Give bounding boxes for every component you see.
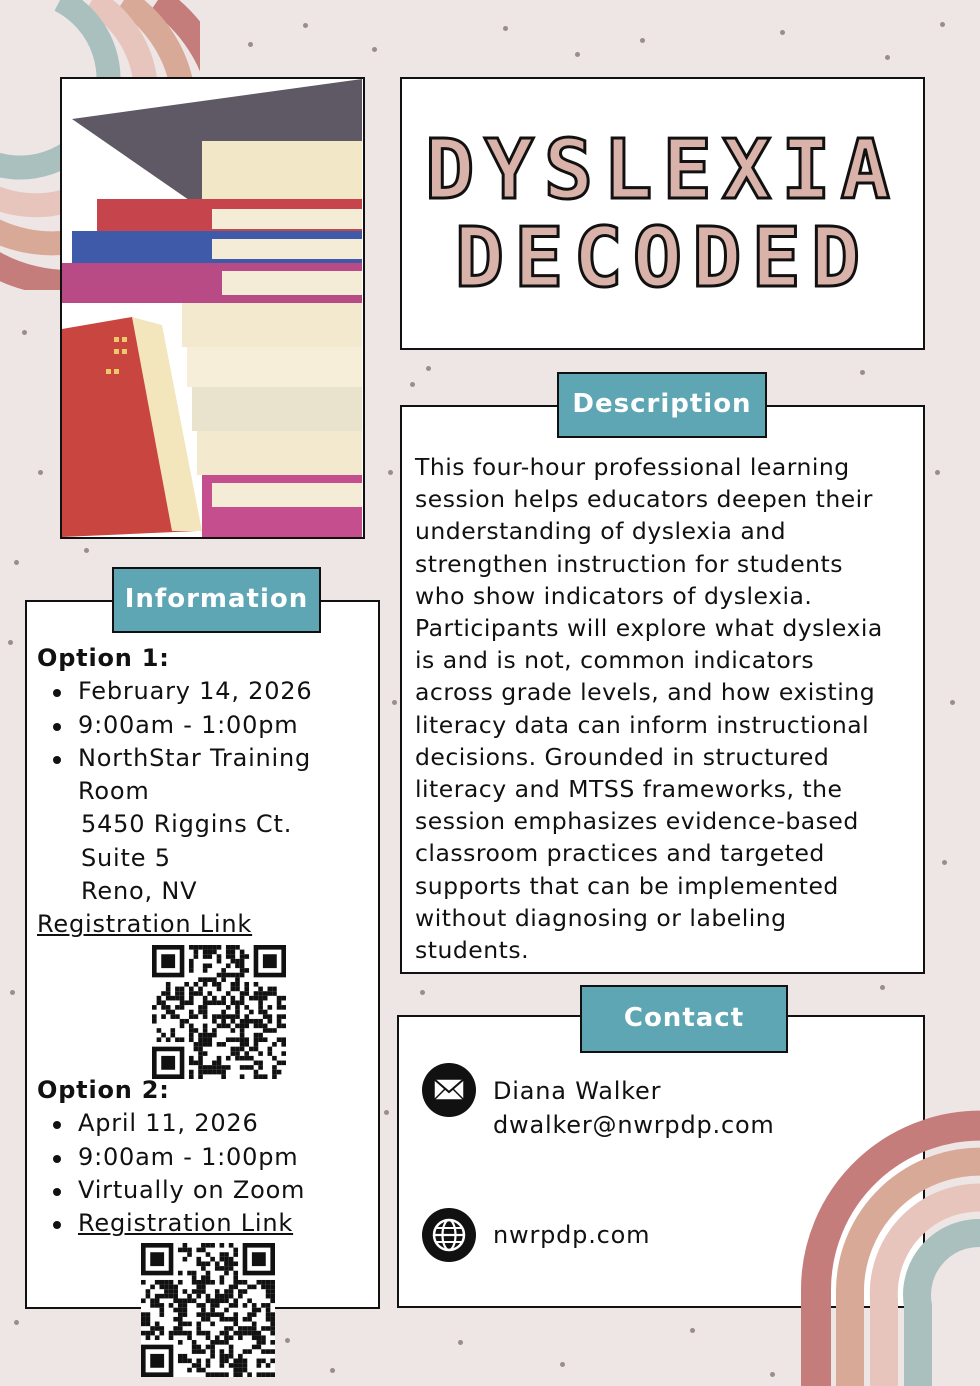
description-line: literacy and MTSS frameworks, the	[415, 775, 843, 804]
description-line: without diagnosing or labeling	[415, 903, 787, 932]
description-line: This four-hour professional learning	[415, 453, 850, 481]
description-line: supports that can be implemented	[415, 871, 839, 900]
description-line: classroom practices and targeted	[415, 839, 825, 868]
option-1-list	[37, 675, 377, 808]
option-2-time: 9:00am - 1:00pm	[78, 1141, 377, 1174]
contact-website[interactable]: nwrpdp.com	[493, 1221, 651, 1249]
description-line: decisions. Grounded in structured	[415, 742, 830, 771]
option-2-list	[37, 1107, 377, 1240]
description-heading: Description	[557, 372, 767, 438]
description-line: who show indicators of dyslexia.	[415, 581, 813, 610]
option-1-label: Option 1:	[37, 644, 170, 672]
description-line: Participants will explore what dyslexia	[415, 614, 883, 643]
qr-code-option-2[interactable]	[141, 1243, 275, 1377]
title-line-1: DYSLEXIA	[425, 123, 900, 218]
globe-icon	[422, 1208, 476, 1262]
description-line: students.	[415, 936, 530, 965]
title-line-2: DECODED	[454, 211, 871, 306]
contact-name: Diana Walker	[493, 1077, 662, 1105]
option-1-date: February 14, 2026	[78, 675, 377, 708]
information-heading: Information	[112, 567, 321, 633]
description-line: strengthen instruction for students	[415, 549, 844, 578]
information-text	[37, 642, 377, 942]
address-line-1: 5450 Riggins Ct.	[81, 810, 293, 839]
envelope-icon	[422, 1063, 476, 1117]
rainbow-arc-bottom-right	[790, 1110, 980, 1386]
option-2-date: April 11, 2026	[78, 1107, 377, 1140]
option-2-label: Option 2:	[37, 1076, 170, 1104]
qr-code-option-1[interactable]	[152, 945, 286, 1079]
option-2-location: Virtually on Zoom	[78, 1174, 377, 1207]
information-panel	[25, 600, 380, 1309]
option-2-section	[37, 1074, 377, 1240]
description-line: across grade levels, and how existing	[415, 678, 876, 707]
description-text	[415, 451, 920, 966]
description-line: session emphasizes evidence-based	[415, 807, 859, 836]
description-panel	[400, 405, 925, 974]
address-line-3: Reno, NV	[81, 877, 198, 906]
location-line: Room	[78, 777, 150, 806]
contact-details	[493, 1074, 775, 1142]
option-1-time: 9:00am - 1:00pm	[78, 709, 377, 742]
option-1-location	[78, 742, 377, 809]
option-2-registration-link[interactable]: Registration Link	[78, 1207, 377, 1240]
description-line: is and is not, common indicators	[415, 646, 815, 675]
address-line-2: Suite 5	[81, 843, 171, 872]
location-line: NorthStar Training	[78, 743, 312, 772]
description-line: literacy data can inform instructional	[415, 710, 870, 739]
description-line: understanding of dyslexia and	[415, 517, 787, 546]
option-1-registration-link[interactable]: Registration Link	[37, 910, 253, 939]
description-line: session helps educators deepen their	[415, 485, 873, 514]
contact-email[interactable]: dwalker@nwrpdp.com	[493, 1111, 775, 1139]
title-box	[400, 77, 925, 350]
contact-heading: Contact	[580, 985, 788, 1053]
book-stack-image	[60, 77, 365, 539]
